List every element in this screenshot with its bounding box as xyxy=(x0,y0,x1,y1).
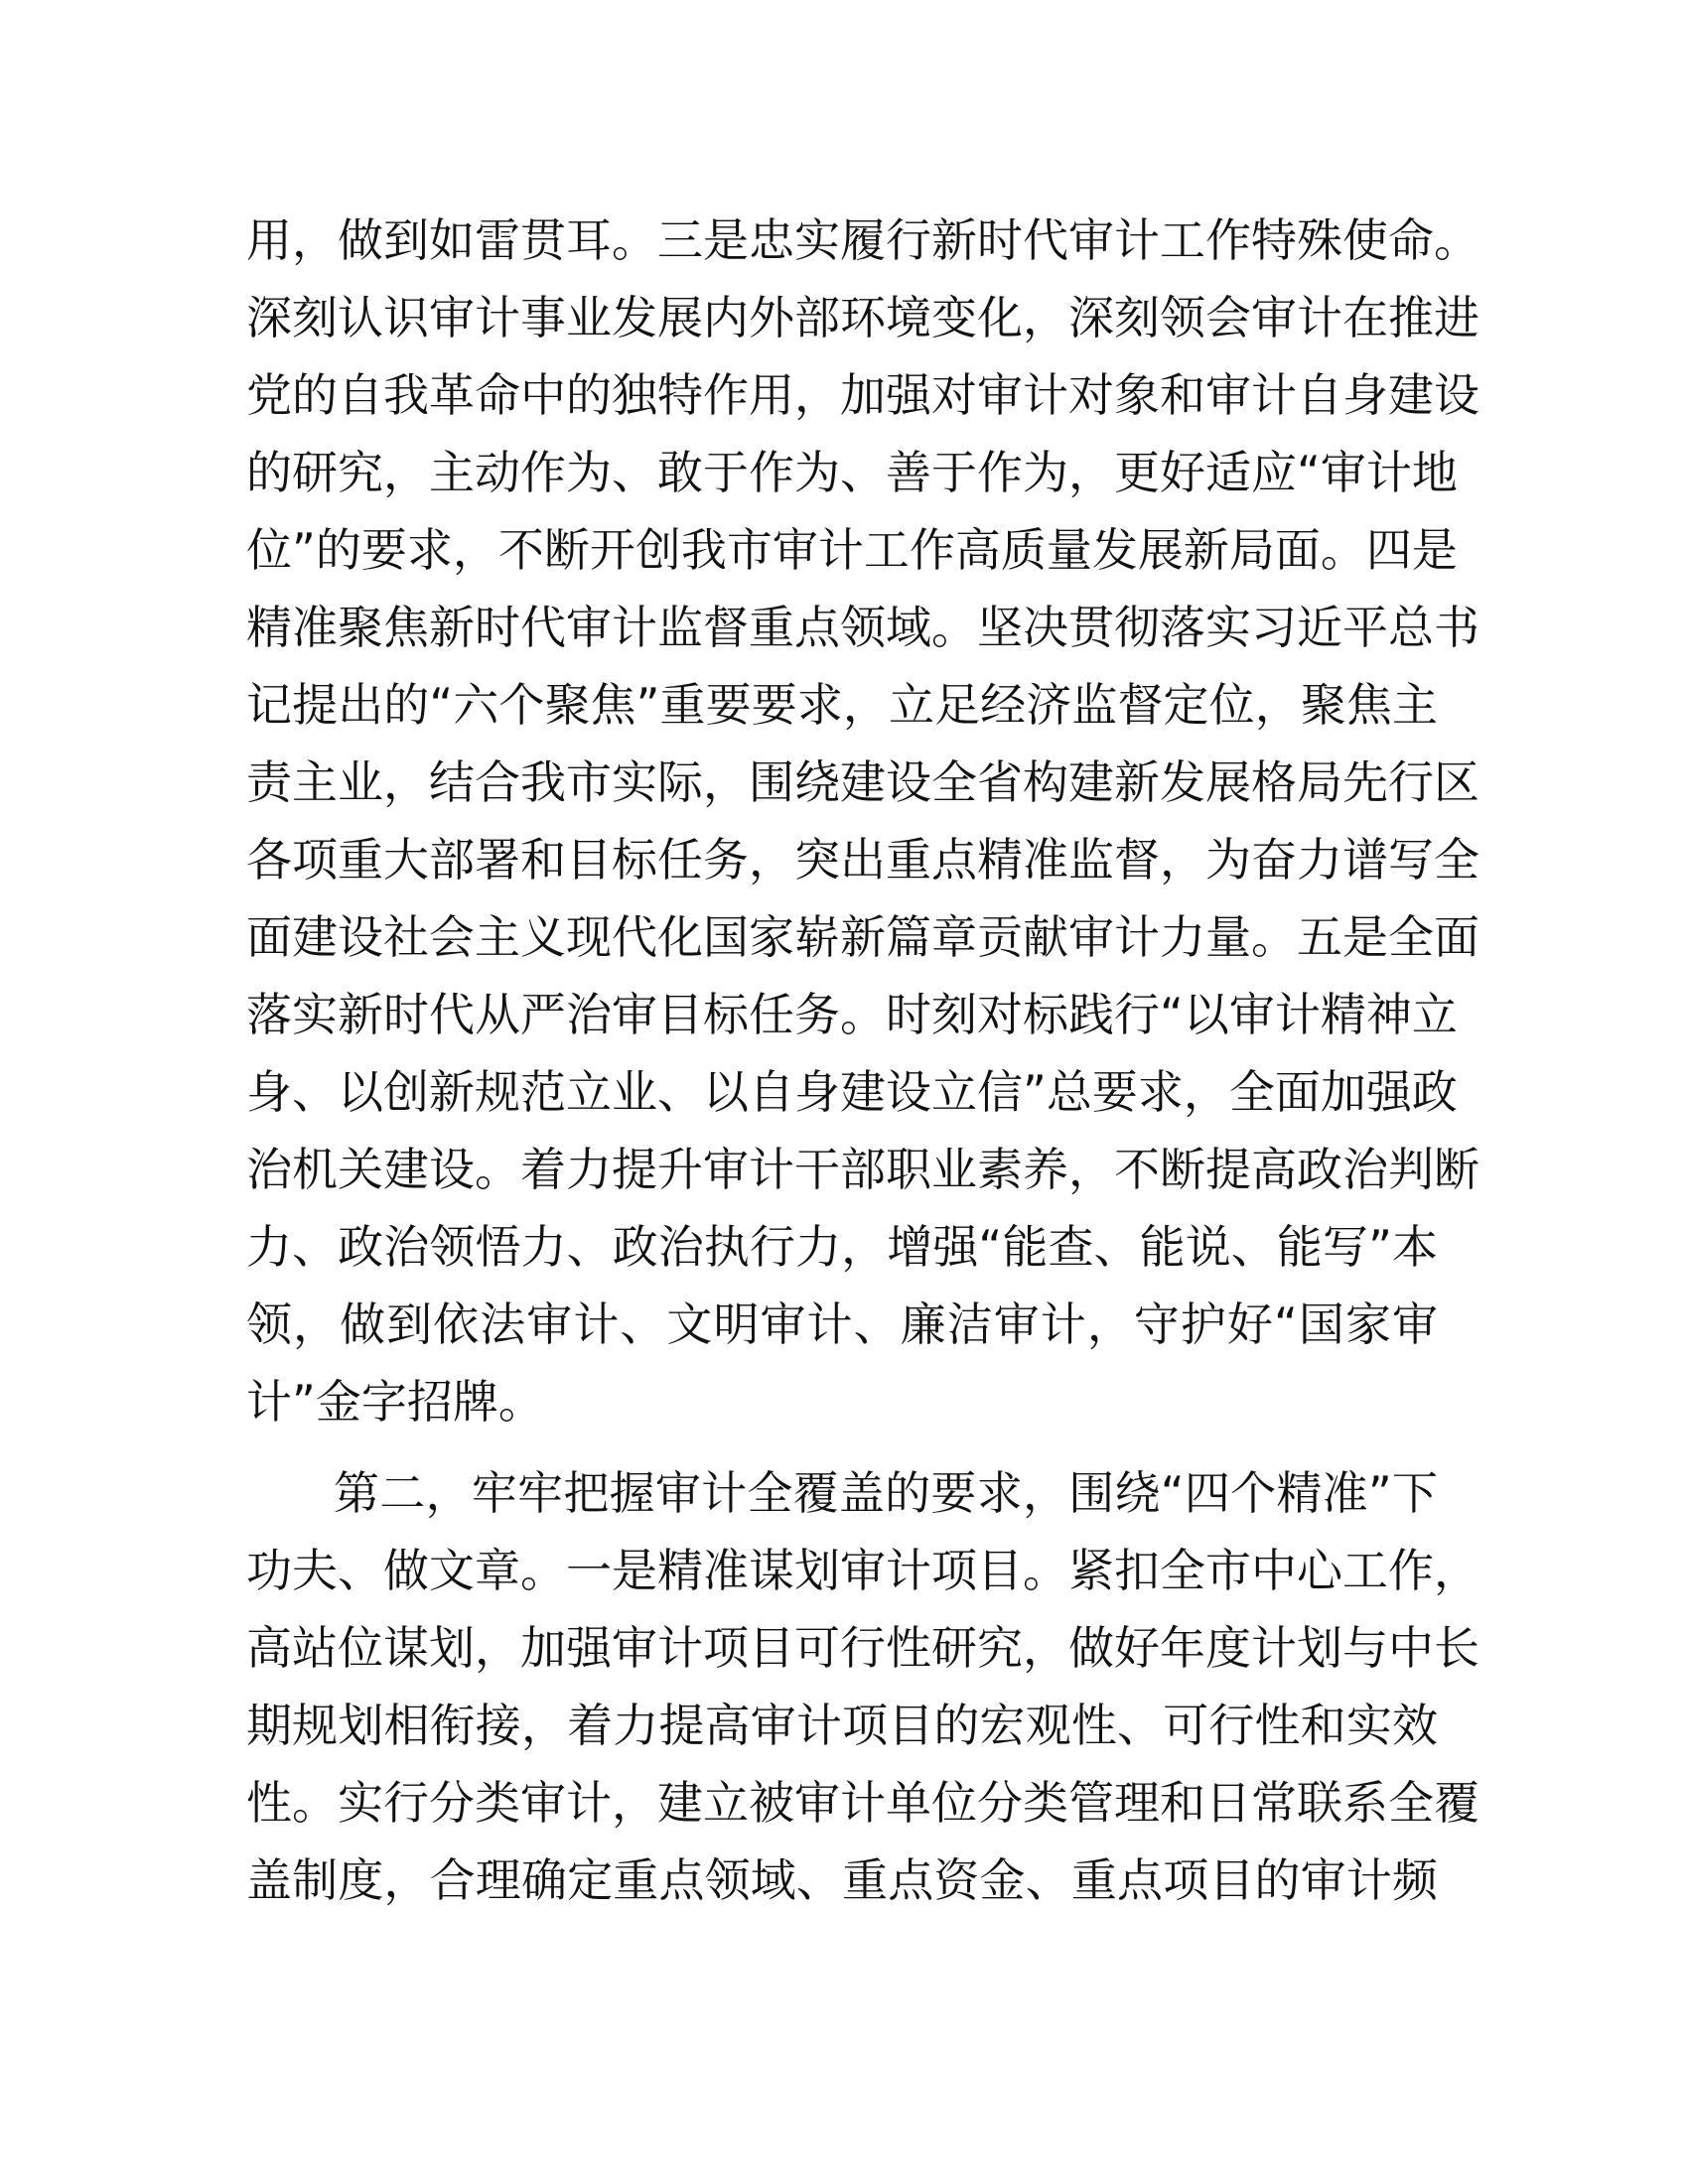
paragraph-one-line: 落实新时代从严治审目标任务。时刻对标践行“以审计精神立 xyxy=(246,988,1458,1041)
paragraph-two-line: 第二，牢牢把握审计全覆盖的要求，围绕“四个精准”下 xyxy=(334,1466,1438,1520)
paragraph-one-line: 治机关建设。着力提升审计干部职业素养，不断提高政治判断 xyxy=(246,1143,1479,1196)
paragraph-two-line: 功夫、做文章。一是精准谋划审计项目。紧扣全市中心工作， xyxy=(246,1544,1479,1597)
paragraph-one-line: 记提出的“六个聚焦”重要要求，立足经济监督定位，聚焦主 xyxy=(246,678,1438,732)
paragraph-one-line: 党的自我革命中的独特作用，加强对审计对象和审计自身建设 xyxy=(246,368,1479,422)
paragraph-one-line: 位”的要求，不断开创我市审计工作高质量发展新局面。四是 xyxy=(246,523,1458,577)
paragraph-one-line: 领，做到依法审计、文明审计、廉洁审计，守护好“国家审 xyxy=(246,1297,1438,1351)
paragraph-one-line: 面建设社会主义现代化国家崭新篇章贡献审计力量。五是全面 xyxy=(246,910,1479,964)
paragraph-one-line: 的研究，主动作为、敢于作为、善于作为，更好适应“审计地 xyxy=(246,446,1458,499)
paragraph-one-line: 计”金字招牌。 xyxy=(246,1375,544,1429)
paragraph-one-line: 用，做到如雷贯耳。三是忠实履行新时代审计工作特殊使命。 xyxy=(246,213,1479,267)
paragraph-one-line: 力、政治领悟力、政治执行力，增强“能查、能说、能写”本 xyxy=(246,1220,1438,1274)
paragraph-one-line: 身、以创新规范立业、以自身建设立信”总要求，全面加强政 xyxy=(246,1065,1458,1119)
paragraph-two-line: 性。实行分类审计，建立被审计单位分类管理和日常联系全覆 xyxy=(246,1776,1479,1830)
paragraph-two-line: 盖制度，合理确定重点领域、重点资金、重点项目的审计频 xyxy=(246,1853,1438,1907)
paragraph-one-line: 精准聚焦新时代审计监督重点领域。坚决贯彻落实习近平总书 xyxy=(246,601,1479,654)
paragraph-one-line: 深刻认识审计事业发展内外部环境变化，深刻领会审计在推进 xyxy=(246,291,1479,344)
paragraph-one-line: 责主业，结合我市实际，围绕建设全省构建新发展格局先行区 xyxy=(246,755,1479,809)
paragraph-two-line: 高站位谋划，加强审计项目可行性研究，做好年度计划与中长 xyxy=(246,1621,1479,1675)
paragraph-one-line: 各项重大部署和目标任务，突出重点精准监督，为奋力谱写全 xyxy=(246,833,1479,887)
paragraph-two-line: 期规划相衔接，着力提高审计项目的宏观性、可行性和实效 xyxy=(246,1699,1438,1752)
